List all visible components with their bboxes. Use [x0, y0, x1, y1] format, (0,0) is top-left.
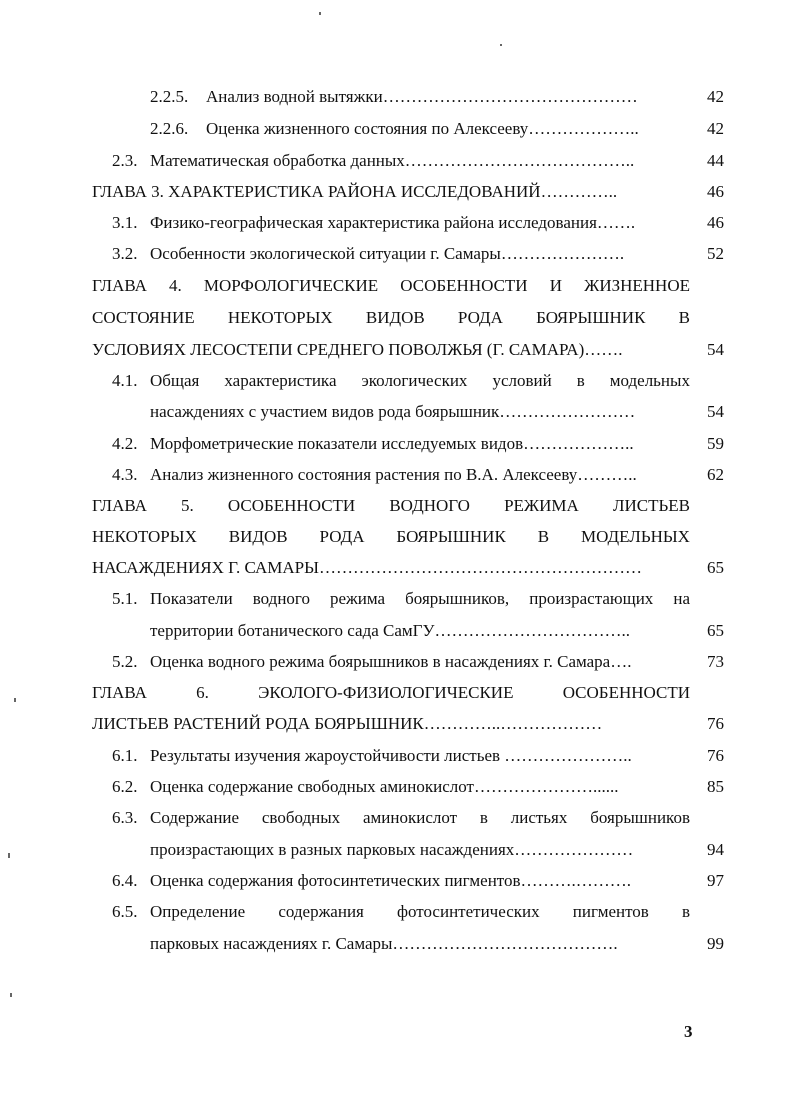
- toc-entry-page: 65: [707, 621, 724, 640]
- toc-entry-title: УСЛОВИЯХ ЛЕСОСТЕПИ СРЕДНЕГО ПОВОЛЖЬЯ (Г. САМАРА)…….: [92, 340, 623, 359]
- toc-entry-page: 85: [707, 777, 724, 796]
- toc-word: Показатели: [150, 589, 233, 608]
- toc-entry-title: Физико-географическая характеристика района исследования…….: [150, 213, 636, 232]
- toc-entry-number: 2.2.6.: [150, 119, 189, 138]
- toc-entry-title: Оценка водного режима боярышников в насаждениях г. Самара….: [150, 652, 632, 671]
- toc-word: боярышников,: [405, 589, 510, 608]
- scan-speck: [500, 44, 502, 46]
- toc-entry-number: 6.1.: [112, 746, 138, 765]
- toc-word: водного: [252, 589, 310, 608]
- toc-entry-page: 54: [707, 340, 724, 359]
- toc-entry-title-line: [150, 902, 690, 922]
- toc-entry-title-line: [150, 808, 690, 828]
- toc-entry-number: 5.2.: [112, 652, 138, 671]
- toc-word: ОСОБЕННОСТИ: [227, 496, 356, 515]
- toc-entry-title: Анализ водной вытяжки………………………………………: [206, 87, 638, 106]
- toc-entry-page: 76: [707, 714, 724, 733]
- toc-entry-number: 4.2.: [112, 434, 138, 453]
- toc-entry-title: ГЛАВА 3. ХАРАКТЕРИСТИКА РАЙОНА ИССЛЕДОВАНИЙ…………..: [92, 182, 618, 201]
- toc-entry-page: 44: [707, 151, 724, 170]
- toc-word: ГЛАВА: [92, 276, 147, 295]
- toc-word: в: [479, 808, 488, 827]
- toc-word: МОДЕЛЬНЫХ: [580, 527, 690, 546]
- toc-entry-title: Оценка содержание свободных аминокислот…………………......: [150, 777, 619, 796]
- toc-entry-title: насаждениях с участием видов рода боярышник……………………: [150, 402, 636, 421]
- toc-word: БОЯРЫШНИК: [396, 527, 506, 546]
- toc-entry-page: 99: [707, 934, 724, 953]
- toc-entry-page: 94: [707, 840, 724, 859]
- toc-word: БОЯРЫШНИК: [536, 308, 646, 327]
- toc-word: Содержание: [150, 808, 240, 827]
- toc-entry-title: Морфометрические показатели исследуемых видов………………..: [150, 434, 634, 453]
- toc-word: ВИДОВ: [228, 527, 288, 546]
- toc-entry-title: Результаты изучения жароустойчивости листьев …………………..: [150, 746, 632, 765]
- toc-word: на: [673, 589, 690, 608]
- toc-entry-title: Оценка содержания фотосинтетических пигментов……….……….: [150, 871, 632, 890]
- toc-entry-number: 6.5.: [112, 902, 138, 921]
- toc-entry-page: 54: [707, 402, 724, 421]
- toc-entry-page: 42: [707, 119, 724, 138]
- toc-entry-page: 42: [707, 87, 724, 106]
- toc-word: содержания: [278, 902, 364, 921]
- toc-entry-number: 5.1.: [112, 589, 138, 608]
- toc-word: ГЛАВА: [92, 496, 147, 515]
- toc-entry-page: 97: [707, 871, 724, 890]
- toc-word: свободных: [261, 808, 341, 827]
- toc-word: экологических: [361, 371, 468, 390]
- toc-word: И: [549, 276, 562, 295]
- toc-word: СОСТОЯНИЕ: [92, 308, 195, 327]
- toc-entry-number: 3.1.: [112, 213, 138, 232]
- toc-entry-page: 76: [707, 746, 724, 765]
- toc-entry-title: ЛИСТЬЕВ РАСТЕНИЙ РОДА БОЯРЫШНИК…………..………………: [92, 714, 603, 733]
- toc-word: ВОДНОГО: [389, 496, 470, 515]
- toc-entry-number: 6.4.: [112, 871, 138, 890]
- toc-entry-number: 6.2.: [112, 777, 138, 796]
- toc-entry-page: 65: [707, 558, 724, 577]
- toc-entry-page: 59: [707, 434, 724, 453]
- toc-word: произрастающих: [529, 589, 654, 608]
- toc-word: ВИДОВ: [365, 308, 425, 327]
- toc-word: характеристика: [224, 371, 337, 390]
- toc-word: МОРФОЛОГИЧЕСКИЕ: [203, 276, 379, 295]
- toc-entry-title: НАСАЖДЕНИЯХ Г. САМАРЫ…………………………………………………: [92, 558, 642, 577]
- toc-entry-title-line: [92, 496, 690, 516]
- toc-entry-title: парковых насаждениях г. Самары………………………………….: [150, 934, 618, 953]
- toc-word: режима: [330, 589, 386, 608]
- toc-entry-title-line: [150, 371, 690, 391]
- toc-entry-number: 2.3.: [112, 151, 138, 170]
- toc-word: условий: [492, 371, 552, 390]
- page-number: 3: [684, 1022, 693, 1041]
- toc-entry-title: территории ботанического сада СамГУ……………………………..: [150, 621, 631, 640]
- scan-speck: [8, 853, 10, 858]
- toc-word: пигментов: [572, 902, 649, 921]
- toc-entry-title: Оценка жизненного состояния по Алексееву………………..: [206, 119, 639, 138]
- toc-entry-title-line: [92, 308, 690, 328]
- toc-word: РОДА: [457, 308, 503, 327]
- toc-word: ЛИСТЬЕВ: [612, 496, 690, 515]
- toc-entry-title: Математическая обработка данных…………………………………..: [150, 151, 635, 170]
- toc-word: 5.: [181, 496, 194, 515]
- toc-word: Общая: [150, 371, 200, 390]
- toc-word: Определение: [150, 902, 246, 921]
- toc-word: аминокислот: [363, 808, 458, 827]
- toc-entry-page: 46: [707, 182, 724, 201]
- toc-word: НЕКОТОРЫХ: [92, 527, 197, 546]
- toc-entry-title: Особенности экологической ситуации г. Самары………………….: [150, 244, 625, 263]
- toc-word: боярышников: [590, 808, 690, 827]
- toc-entry-page: 52: [707, 244, 724, 263]
- toc-entry-number: 6.3.: [112, 808, 138, 827]
- toc-word: в: [681, 902, 690, 921]
- toc-word: ОСОБЕННОСТИ: [400, 276, 528, 295]
- scan-speck: [14, 698, 16, 702]
- toc-word: фотосинтетических: [397, 902, 540, 921]
- toc-entry-number: 4.3.: [112, 465, 138, 484]
- toc-entry-title-line: [150, 589, 690, 609]
- toc-word: в: [576, 371, 585, 390]
- toc-word: РЕЖИМА: [504, 496, 579, 515]
- scan-speck: [319, 12, 321, 15]
- toc-entry-page: 73: [707, 652, 724, 671]
- toc-entry-title-line: [92, 276, 690, 296]
- toc-entry-title-line: ГЛАВА 6. ЭКОЛОГО-ФИЗИОЛОГИЧЕСКИЕ ОСОБЕННОСТИ: [92, 683, 690, 702]
- toc-entry-page: 62: [707, 465, 724, 484]
- toc-word: В: [678, 308, 690, 327]
- toc-word: НЕКОТОРЫХ: [227, 308, 333, 327]
- toc-entry-page: 46: [707, 213, 724, 232]
- toc-word: 4.: [169, 276, 182, 295]
- toc-word: РОДА: [319, 527, 365, 546]
- toc-word: листьях: [510, 808, 568, 827]
- toc-entry-title: Анализ жизненного состояния растения по В.А. Алексееву………..: [150, 465, 637, 484]
- toc-word: В: [537, 527, 550, 546]
- toc-word: ЖИЗНЕННОЕ: [584, 276, 690, 295]
- toc-entry-title-line: [92, 527, 690, 547]
- toc-entry-number: 3.2.: [112, 244, 138, 263]
- toc-entry-number: 4.1.: [112, 371, 138, 390]
- scan-speck: [10, 993, 12, 997]
- toc-entry-title: произрастающих в разных парковых насаждениях…………………: [150, 840, 634, 859]
- toc-entry-number: 2.2.5.: [150, 87, 189, 106]
- toc-word: модельных: [609, 371, 690, 390]
